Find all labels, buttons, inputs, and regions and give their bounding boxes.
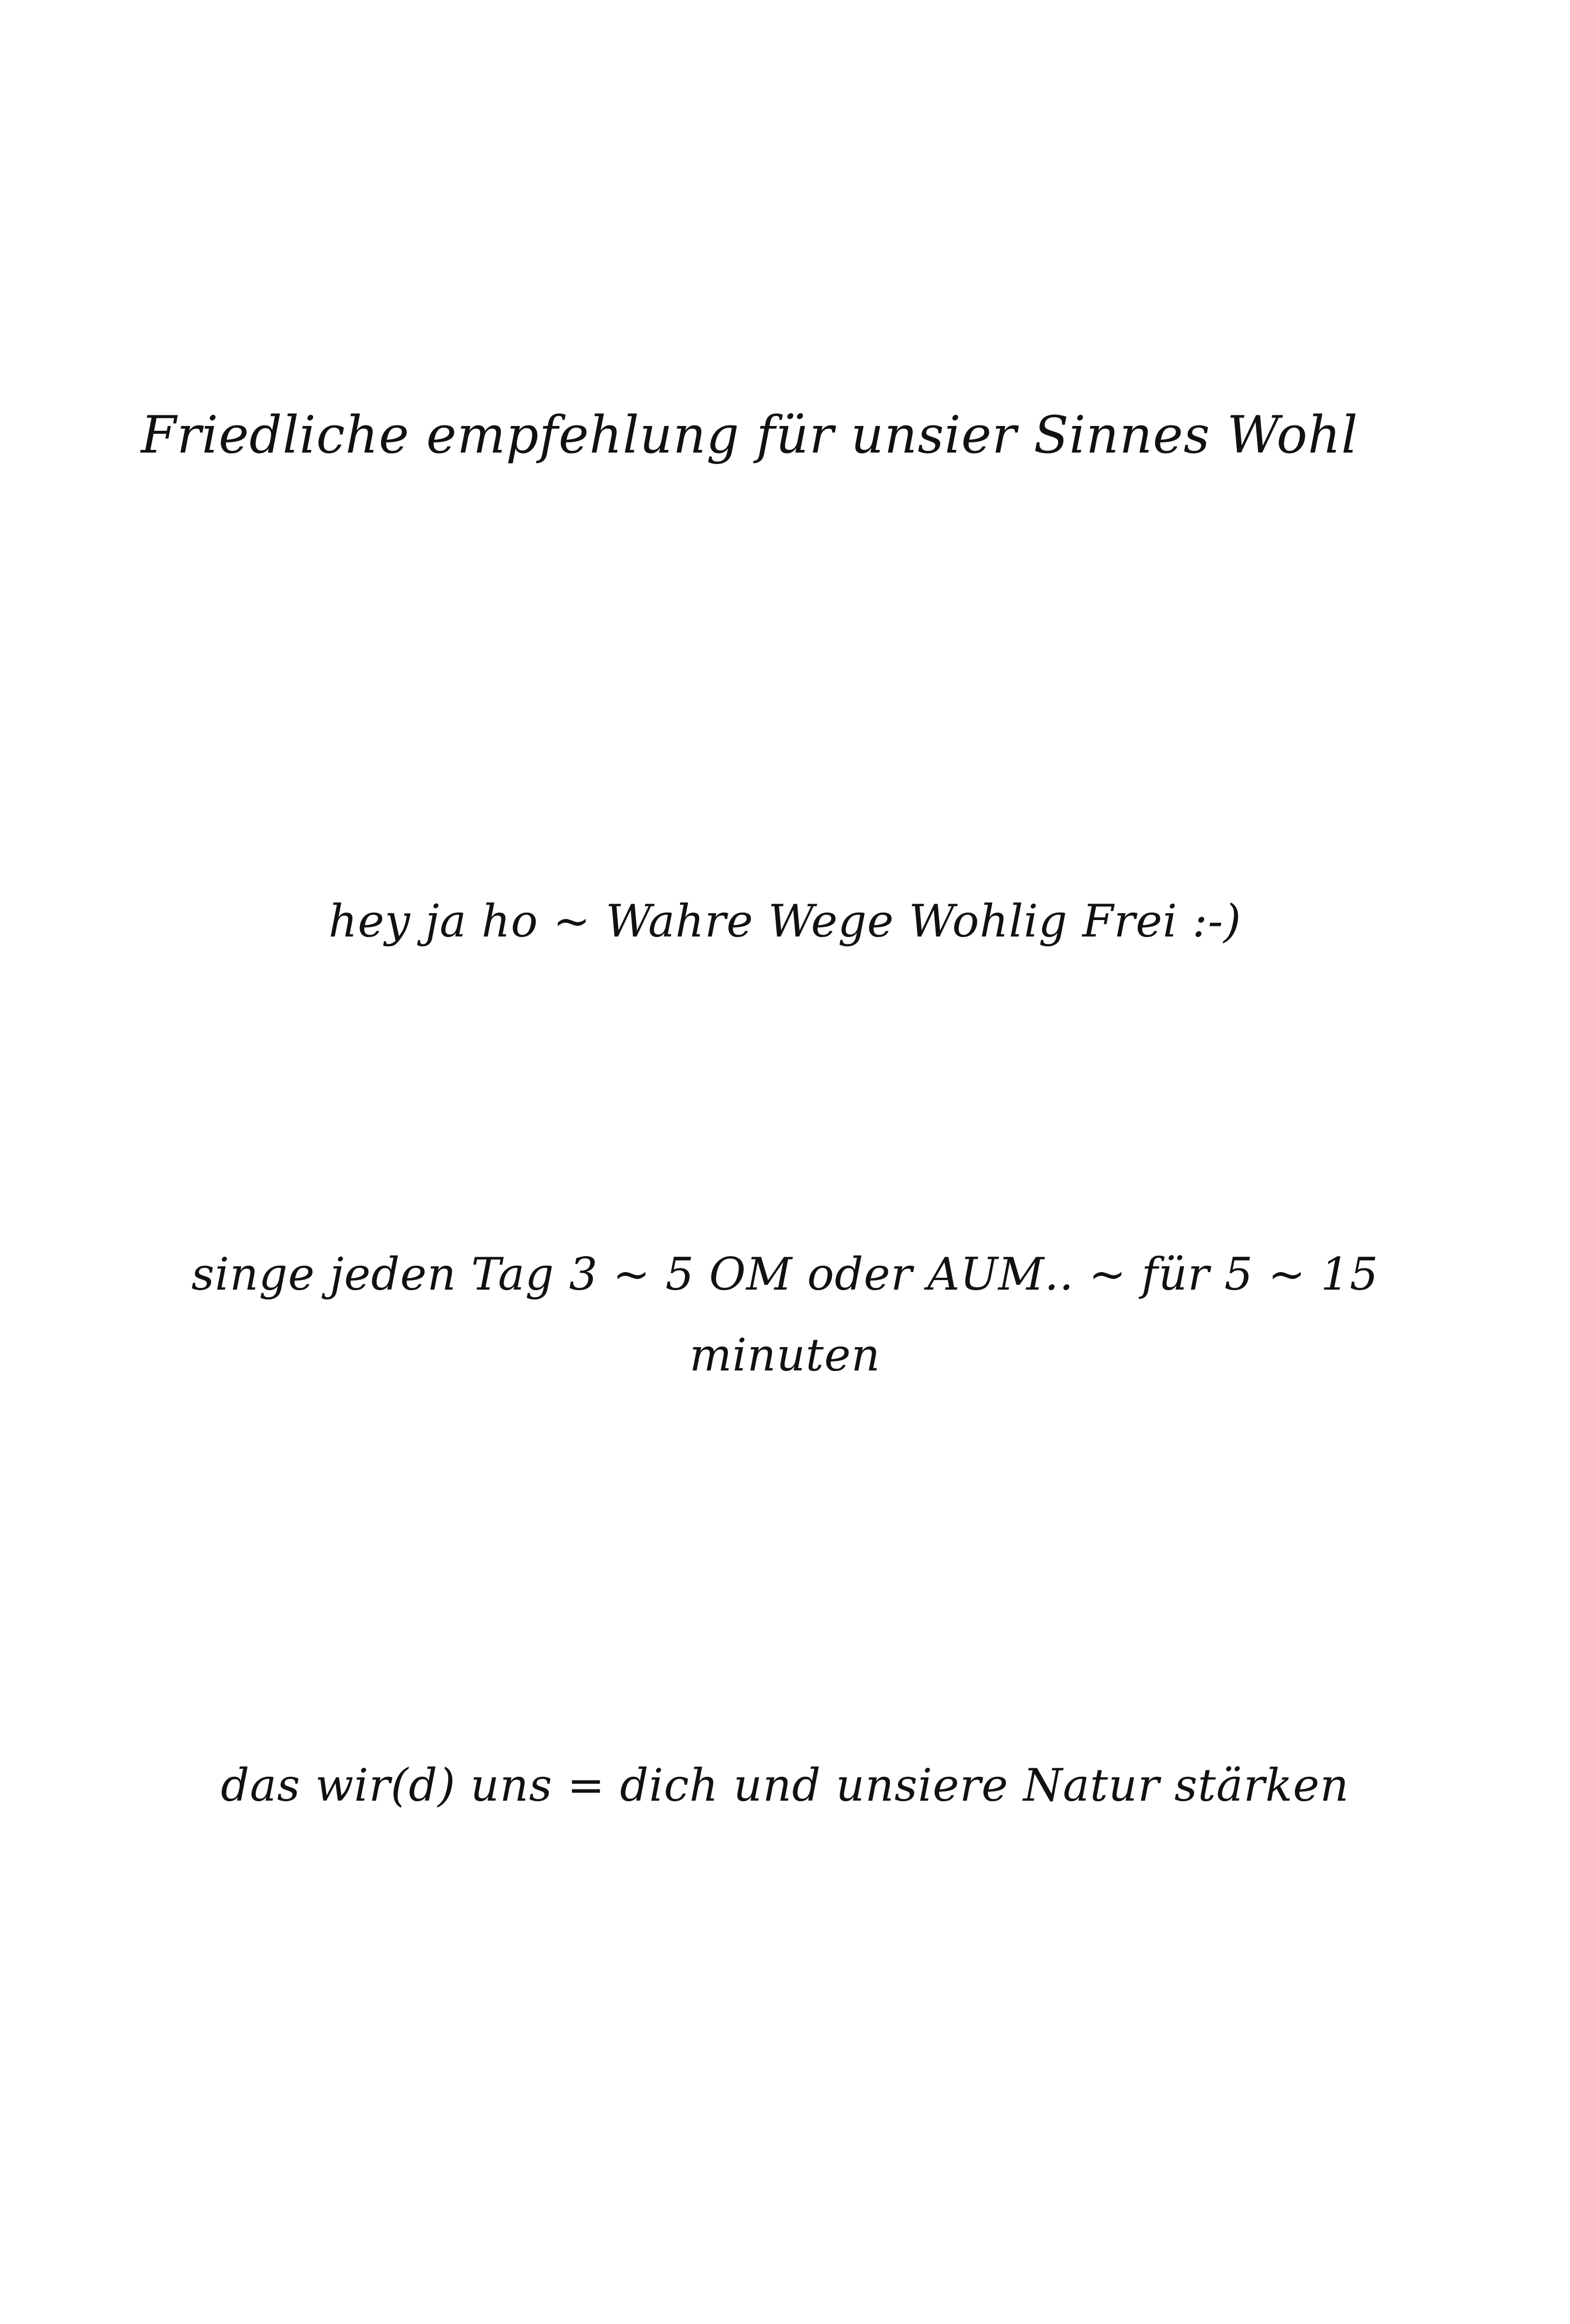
instruction-line-1: singe jeden Tag 3 ~ 5 OM oder AUM.. ~ für 5 ~ 15 <box>191 1248 1379 1300</box>
instruction-line-2: minuten <box>689 1329 881 1381</box>
instruction-paragraph <box>0 1234 1570 1395</box>
greeting-line: hey ja ho ~ Wahre Wege Wohlig Frei :-) <box>328 895 1242 947</box>
document-title: Friedliche empfehlung für unsier Sinnes Wohl <box>141 405 1358 465</box>
closing-line: das wir(d) uns = dich und unsiere Natur stärken <box>221 1759 1349 1811</box>
